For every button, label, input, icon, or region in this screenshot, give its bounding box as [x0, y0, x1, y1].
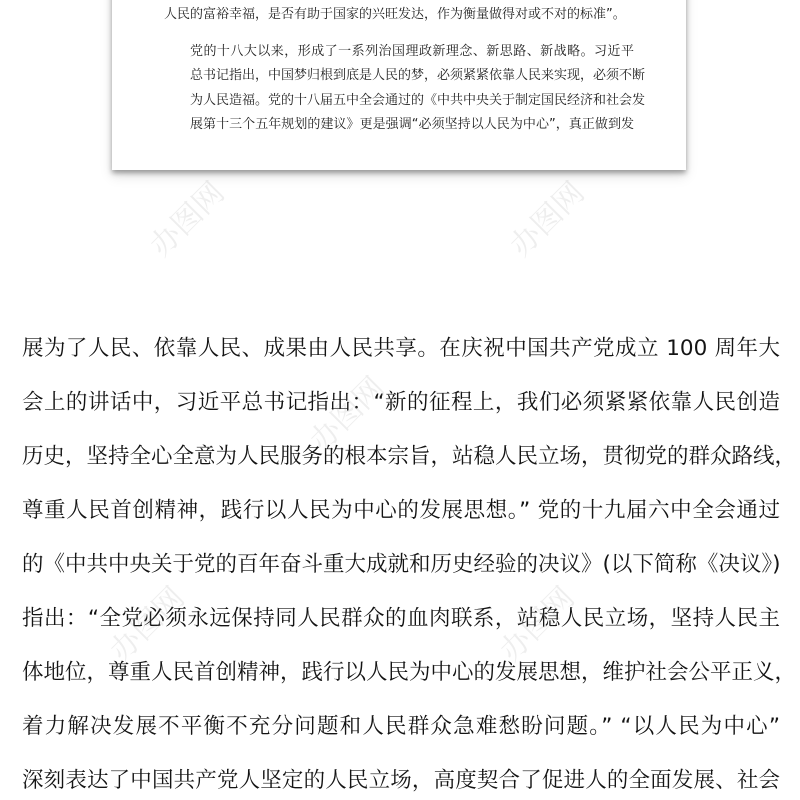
- preview-line: 为人民造福。党的十八届五中全会通过的《中共中央关于制定国民经济和社会发: [190, 92, 646, 108]
- body-line: 体地位，尊重人民首创精神，践行以人民为中心的发展思想，维护社会公平正义，: [22, 660, 797, 685]
- body-line: 历史，坚持全心全意为人民服务的根本宗旨，站稳人民立场，贯彻党的群众路线，: [22, 444, 797, 469]
- preview-line: 党的十八大以来，形成了一系列治国理政新理念、新思路、新战略。习近平: [190, 43, 634, 59]
- preview-paragraph-2: [164, 40, 646, 138]
- watermark: 办图网: [103, 580, 192, 669]
- watermark: 办图网: [503, 175, 592, 264]
- body-line: 深刻表达了中国共产党人坚定的人民立场，高度契合了促进人的全面发展、社会: [22, 768, 780, 793]
- preview-line: 人民的富裕幸福，是否有助于国家的兴旺发达，作为衡量做得对或不对的标准”。: [164, 7, 626, 22]
- document-preview-card: [112, 0, 686, 170]
- body-line: 展为了人民、依靠人民、成果由人民共享。在庆祝中国共产党成立 100 周年大: [22, 336, 780, 361]
- document-body-text: [22, 322, 797, 800]
- body-line: 的《中共中央关于党的百年奋斗重大成就和历史经验的决议》(以下简称《决议》): [22, 552, 781, 577]
- preview-card-text: [164, 3, 646, 138]
- preview-line: 展第十三个五年规划的建议》更是强调“必须坚持以人民为中心”，真正做到发: [190, 117, 634, 132]
- body-line: 会上的讲话中，习近平总书记指出：“新的征程上，我们必须紧紧依靠人民创造: [22, 390, 780, 415]
- watermark: 办图网: [143, 175, 232, 264]
- preview-paragraph-1: [164, 3, 634, 28]
- preview-line: 总书记指出，中国梦归根到底是人民的梦，必须紧紧依靠人民来实现，必须不断: [190, 68, 646, 83]
- body-line: 尊重人民首创精神，践行以人民为中心的发展思想。” 党的十九届六中全会通过: [22, 498, 780, 523]
- body-line: 指出：“全党必须永远保持同人民群众的血肉联系，站稳人民立场，坚持人民主: [22, 606, 780, 631]
- watermark: 办图网: [303, 370, 392, 459]
- watermark: 办图网: [493, 580, 582, 669]
- body-line: 着力解决发展不平衡不充分问题和人民群众急难愁盼问题。” “以人民为中心”: [22, 714, 780, 739]
